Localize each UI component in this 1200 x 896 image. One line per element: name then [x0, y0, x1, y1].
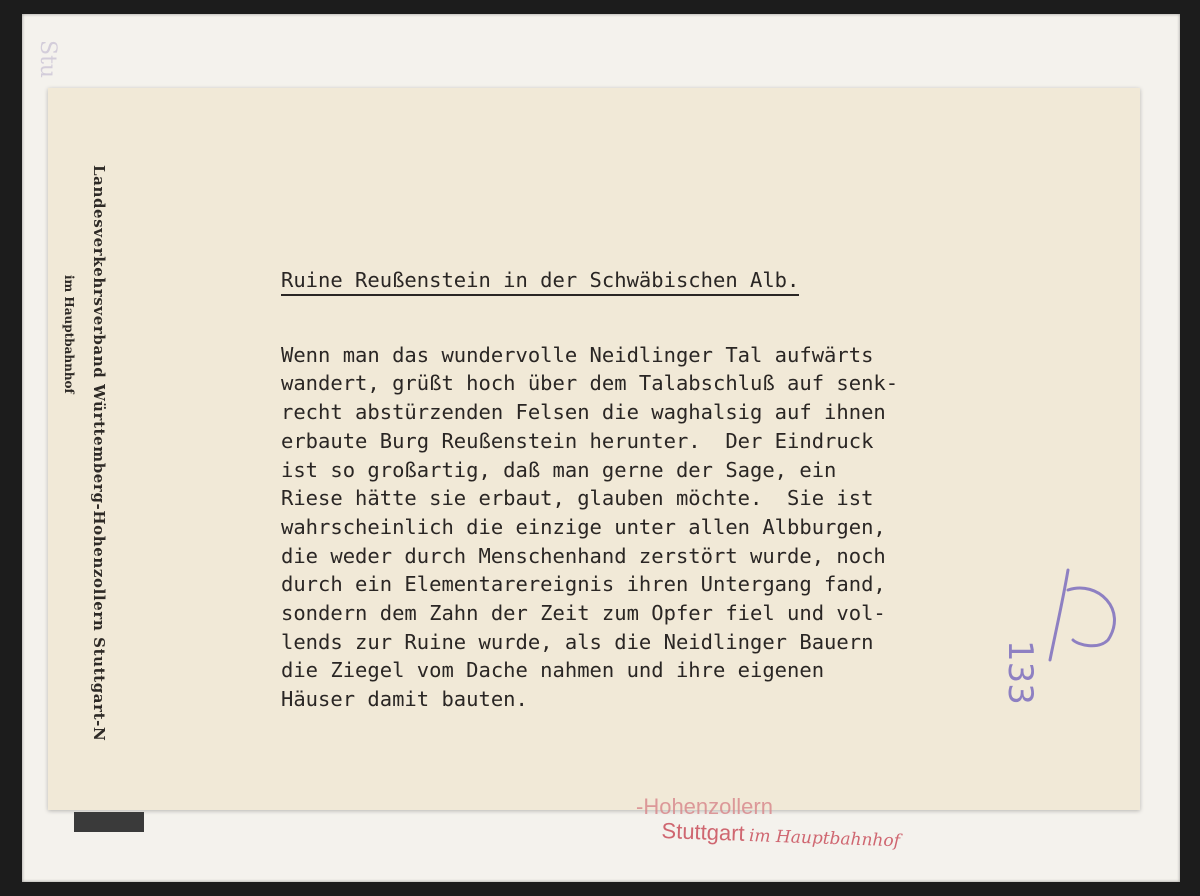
stamp-place: im Hauptbahnhof — [748, 826, 901, 852]
body-line: Häuser damit bauten. — [281, 687, 528, 712]
body-line: wahrscheinlich die einzige unter allen Albburgen, — [281, 514, 886, 539]
caption-title: Ruine Reußenstein in der Schwäbischen Alb. — [281, 268, 799, 296]
body-line: recht abstürzenden Felsen die waghalsig auf ihnen — [281, 400, 886, 425]
body-line: durch ein Elementarereignis ihren Untergang fand, — [281, 572, 886, 597]
body-line: Riese hätte sie erbaut, glauben möchte. Sie ist — [281, 486, 874, 511]
caption-body — [281, 312, 898, 743]
pencil-annotation-mark — [1038, 560, 1138, 720]
body-line: Wenn man das wundervolle Neidlinger Tal aufwärts — [281, 342, 874, 367]
publisher-stamp — [62, 165, 108, 741]
pencil-archive-number: 133 — [1000, 640, 1040, 705]
body-line: die Ziegel vom Dache nahmen und ihre eigenen — [281, 658, 825, 683]
publisher-name: Landesverkehrsverband Württemberg-Hohenzollern Stuttgart-N — [90, 165, 108, 742]
bleed-through-text: Stu — [35, 40, 60, 79]
stamp-city: Stuttgart — [661, 818, 746, 846]
body-line: erbaute Burg Reußenstein herunter. Der Eindruck — [281, 428, 874, 453]
body-line: die weder durch Menschenhand zerstört wurde, noch — [281, 543, 886, 568]
body-line: sondern dem Zahn der Zeit zum Opfer fiel und vol- — [281, 601, 886, 626]
body-line: wandert, grüßt hoch über dem Talabschluß auf senk- — [281, 371, 899, 396]
red-stamp-top-line: -Hohenzollern — [636, 794, 773, 819]
publisher-location: im Hauptbahnhof — [62, 275, 76, 394]
dark-edge-strip — [74, 812, 144, 832]
body-line: ist so großartig, daß man gerne der Sage, ein — [281, 457, 837, 482]
body-line: lends zur Ruine wurde, als die Neidlinger Bauern — [281, 629, 874, 654]
